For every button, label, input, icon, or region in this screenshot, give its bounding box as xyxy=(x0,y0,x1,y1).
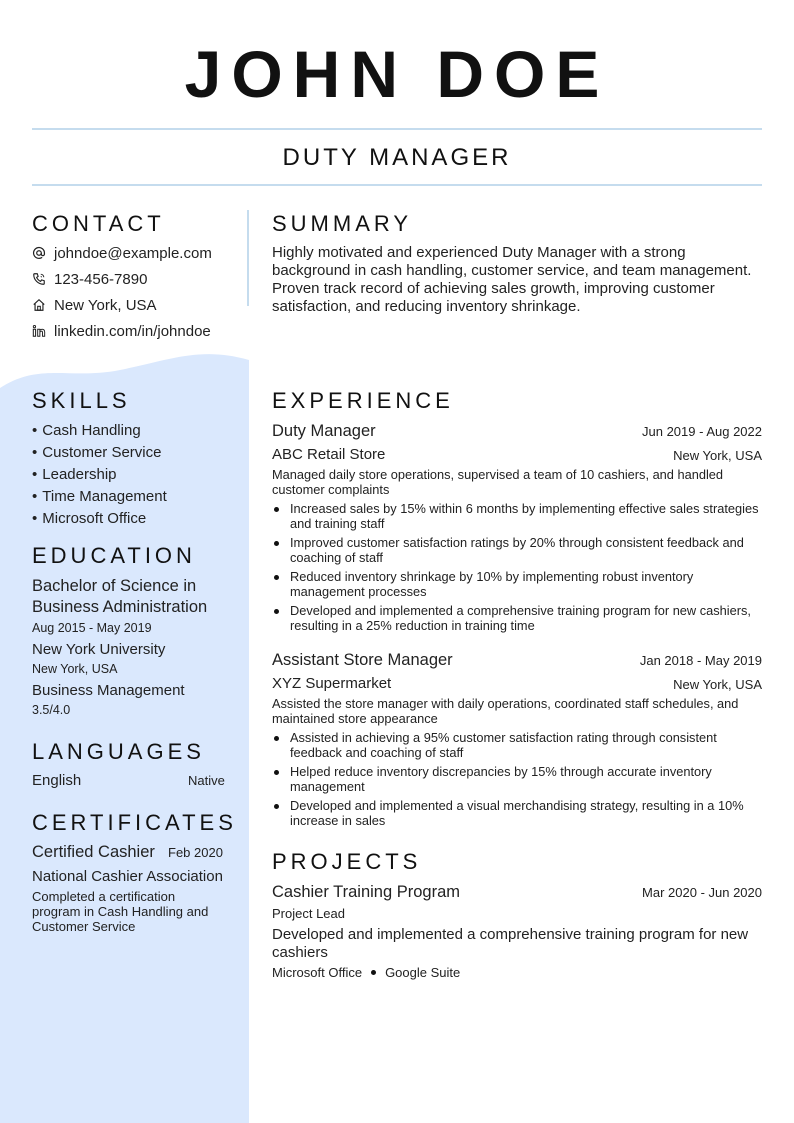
contact-location xyxy=(32,295,157,315)
job-dates-1: Jun 2019 - Aug 2022 xyxy=(642,424,762,439)
skills-heading: SKILLS xyxy=(32,388,131,413)
contact-linkedin-text: linkedin.com/in/johndoe xyxy=(54,322,211,340)
job-title: DUTY MANAGER xyxy=(282,144,512,171)
list-item: Increased sales by 15% within 6 months by implementing effective sales strategies and training staff xyxy=(272,501,762,531)
list-item: Helped reduce inventory discrepancies by 15% through accurate inventory management xyxy=(272,764,762,794)
contact-phone-text: 123-456-7890 xyxy=(54,270,148,288)
job-description-2: Assisted the store manager with daily operations, coordinated staff schedules, and maintained store appearance xyxy=(272,696,739,726)
education-dates: Aug 2015 - May 2019 xyxy=(32,621,152,635)
contact-email[interactable] xyxy=(32,243,212,263)
home-icon xyxy=(32,298,46,312)
job-title-1: Duty Manager xyxy=(272,422,376,440)
separator-dot xyxy=(371,970,376,975)
language-name: English xyxy=(32,772,82,789)
education-field: Business Management xyxy=(32,682,185,699)
certificate-date: Feb 2020 xyxy=(168,845,223,860)
phone-icon xyxy=(32,272,46,286)
contact-linkedin[interactable] xyxy=(32,321,211,341)
project-tool: Google Suite xyxy=(385,965,461,980)
contact-phone[interactable] xyxy=(32,269,147,289)
job-location-1: New York, USA xyxy=(673,448,762,463)
skills-list xyxy=(32,420,167,530)
job-title-2: Assistant Store Manager xyxy=(272,651,453,669)
education-heading: EDUCATION xyxy=(32,543,196,568)
job-location-2: New York, USA xyxy=(673,677,762,692)
project-tool: Microsoft Office xyxy=(272,965,363,980)
certificate-title: Certified Cashier xyxy=(32,843,155,861)
job-company-2: XYZ Supermarket xyxy=(272,675,392,692)
project-title: Cashier Training Program xyxy=(272,883,460,901)
job-bullets-1 xyxy=(272,501,762,637)
column-divider xyxy=(247,210,249,306)
skill-item: • Leadership xyxy=(32,464,167,486)
list-item: Assisted in achieving a 95% customer satisfaction rating through consistent feedback and coaching of staff xyxy=(272,730,762,760)
list-item: Improved customer satisfaction ratings by 20% through consistent feedback and coaching of staff xyxy=(272,535,762,565)
education-gpa: 3.5/4.0 xyxy=(32,703,71,717)
education-location: New York, USA xyxy=(32,662,118,676)
list-item: Reduced inventory shrinkage by 10% by implementing robust inventory management processes xyxy=(272,569,762,599)
project-description: Developed and implemented a comprehensive training program for new cashiers xyxy=(272,926,749,961)
job-description-1: Managed daily store operations, supervised a team of 10 cashiers, and handled customer complaints xyxy=(272,467,724,497)
experience-heading: EXPERIENCE xyxy=(272,388,454,413)
list-item: Developed and implemented a visual merchandising strategy, resulting in a 10% increase in sales xyxy=(272,798,762,828)
job-bullets-2 xyxy=(272,730,762,832)
list-item: Developed and implemented a comprehensive training program for new cashiers, resulting in a 25% reduction in training time xyxy=(272,603,762,633)
languages-heading: LANGUAGES xyxy=(32,739,205,764)
language-level: Native xyxy=(188,773,225,788)
skill-item: • Time Management xyxy=(32,486,167,508)
job-company-1: ABC Retail Store xyxy=(272,446,386,463)
contact-email-text: johndoe@example.com xyxy=(54,244,212,262)
skill-item: • Microsoft Office xyxy=(32,508,167,530)
job-dates-2: Jan 2018 - May 2019 xyxy=(639,653,762,668)
education-school: New York University xyxy=(32,641,166,658)
certificate-description: Completed a certification program in Cash Handling and Customer Service xyxy=(32,889,209,934)
projects-heading: PROJECTS xyxy=(272,849,422,874)
contact-location-text: New York, USA xyxy=(54,296,157,314)
certificates-heading: CERTIFICATES xyxy=(32,810,237,835)
summary-text: Highly motivated and experienced Duty Manager with a strong background in cash handling, customer service, and team management. Proven track record of achieving sales growth, improving customer satisfaction, and reducing inventory shrinkage. xyxy=(272,244,752,315)
summary-heading: SUMMARY xyxy=(272,211,413,236)
skill-item: • Customer Service xyxy=(32,442,167,464)
header-divider-bottom xyxy=(32,184,762,186)
resume-name: JOHN DOE xyxy=(184,37,610,111)
at-icon xyxy=(32,246,46,260)
certificate-issuer: National Cashier Association xyxy=(32,868,223,885)
project-dates: Mar 2020 - Jun 2020 xyxy=(642,885,762,900)
project-role: Project Lead xyxy=(272,906,345,921)
skill-item: • Cash Handling xyxy=(32,420,167,442)
project-tools xyxy=(272,965,460,980)
header-divider-top xyxy=(32,128,762,130)
contact-heading: CONTACT xyxy=(32,211,165,236)
education-degree: Bachelor of Science in Business Administration xyxy=(32,577,208,616)
linkedin-icon xyxy=(32,324,46,338)
